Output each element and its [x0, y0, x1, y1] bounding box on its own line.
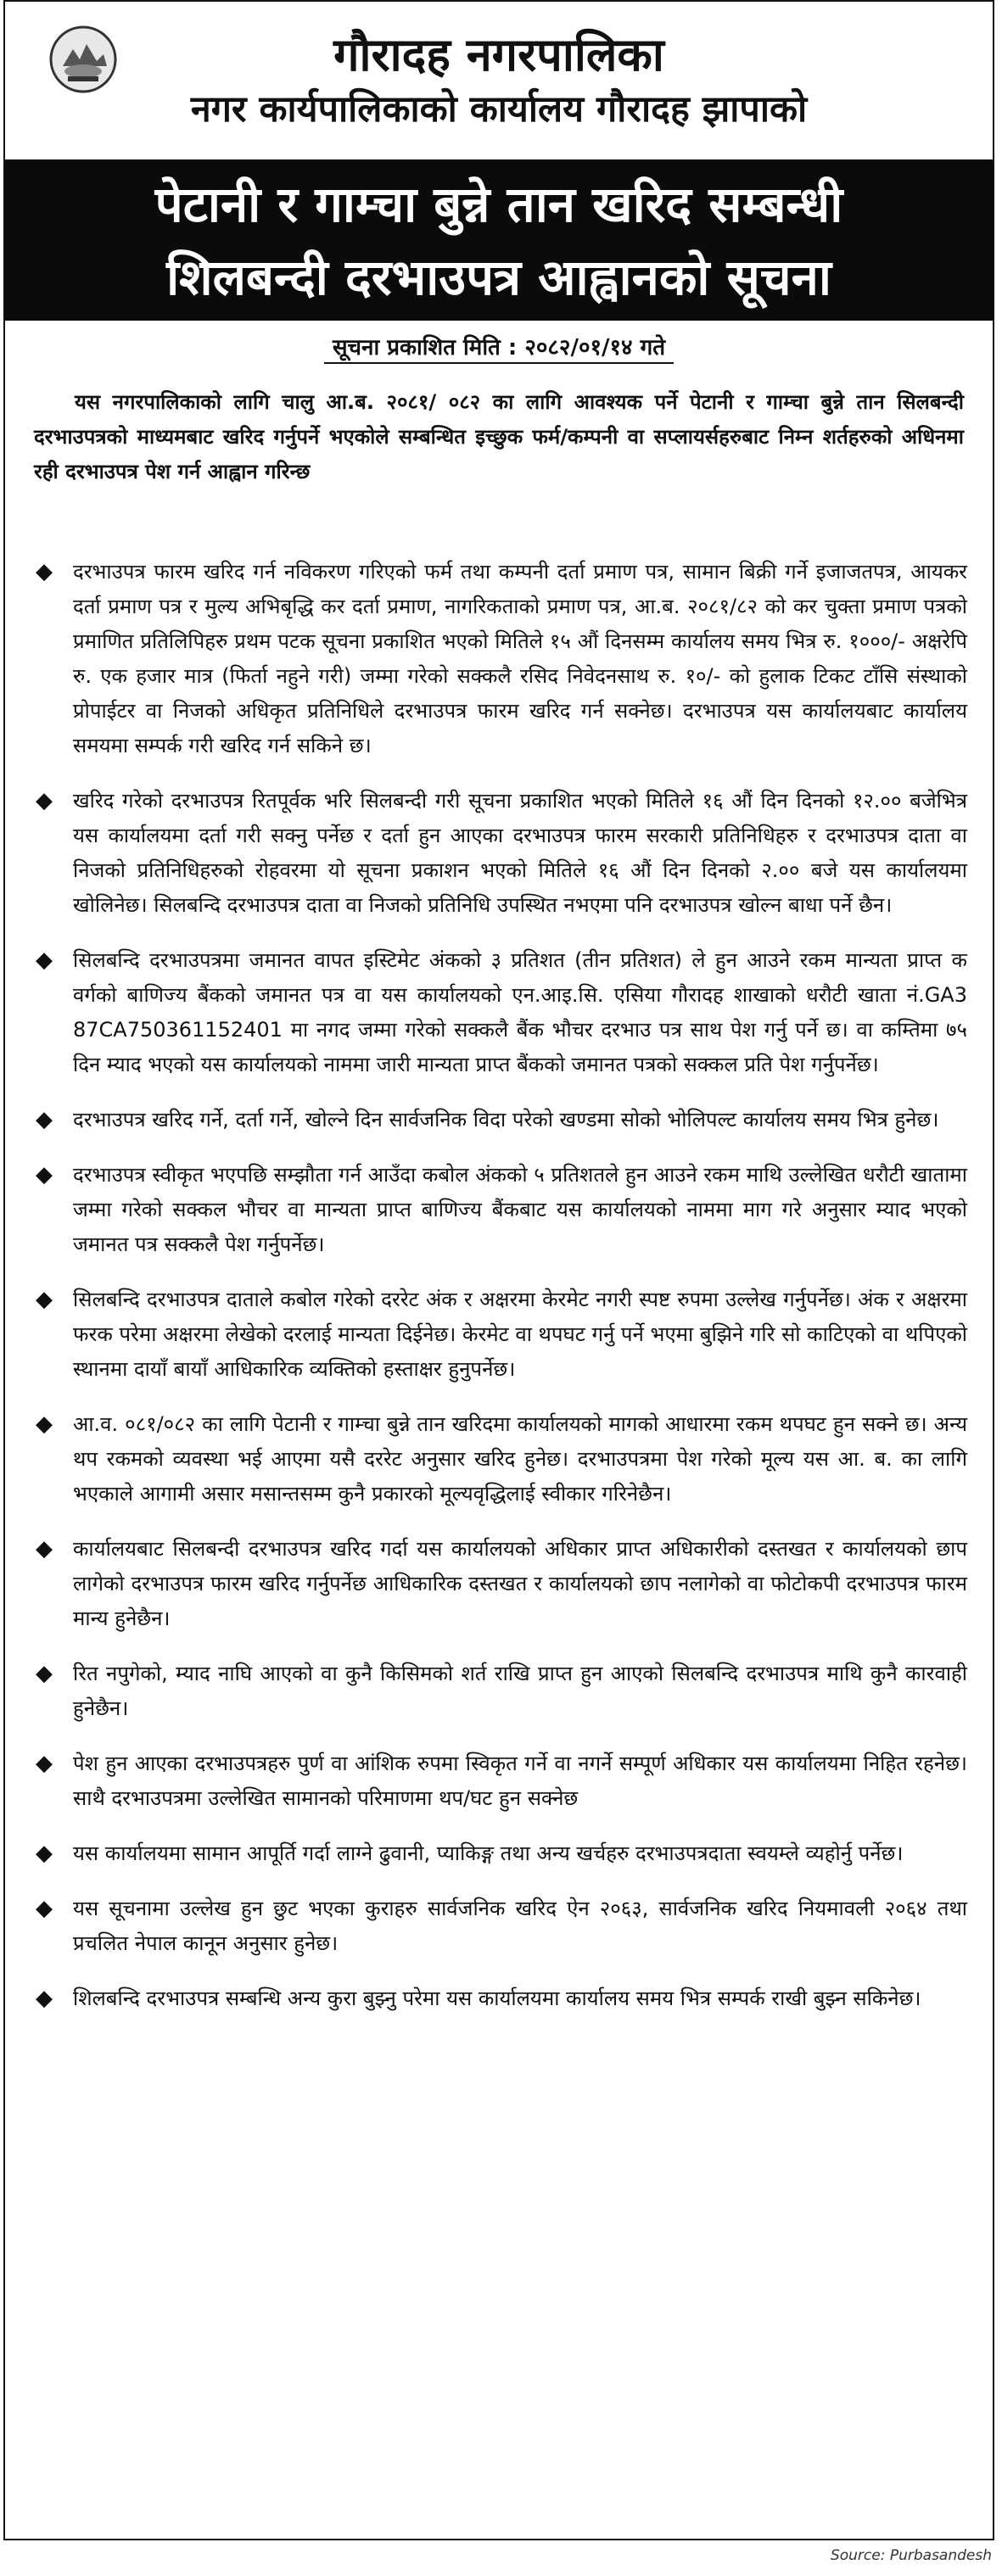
condition-item — [34, 555, 967, 763]
bullet-icon: ◆ — [36, 788, 53, 813]
notice-header — [5, 2, 993, 159]
condition-text: रित नपुगेको, म्याद नाघि आएको वा कुनै किसिमको शर्त राखि प्राप्त हुन आएको सिलबन्दि दरभाउपत्र माथि कुनै कारवाही हुनेछैन। — [73, 1662, 967, 1720]
condition-item — [34, 1282, 967, 1387]
condition-item — [34, 1891, 967, 1961]
nepal-emblem-icon — [48, 24, 119, 95]
title-line-2: शिलबन्दी दरभाउपत्र आह्वानको सूचना — [166, 249, 831, 306]
bullet-icon: ◆ — [36, 1661, 53, 1686]
publish-date — [5, 331, 993, 361]
intro-paragraph: यस नगरपालिकाको लागि चालु आ.ब. २०८१/ ०८२ का लागि आवश्यक पर्ने पेटानी र गाम्चा बुन्ने तान सिलबन्दी दरभाउपत्रको माध्यमबाट खरिद गर्नुपर्ने भएकोले सम्बन्धित इच्छुक फर्म/कम्पनी वा सप्लायर्सहरुबाट निम्न शर्तहरुको अधिनमा रही दरभाउपत्र पेश गर्न आह्वान गरिन्छ — [34, 390, 964, 483]
condition-item — [34, 943, 967, 1082]
notice-frame — [3, 0, 994, 2540]
condition-text: यस सूचनामा उल्लेख हुन छुट भएका कुराहरु सार्वजनिक खरिद ऐन २०६३, सार्वजनिक खरिद नियमावली २०६४ तथा प्रचलित नेपाल कानून अनुसार हुनेछ। — [73, 1897, 967, 1955]
condition-text: पेश हुन आएका दरभाउपत्रहरु पुर्ण वा आंशिक रुपमा स्विकृत गर्ने वा नगर्ने सम्पूर्ण अधिकार यस कार्यालयमा निहित रहनेछ। साथै दरभाउपत्रमा उल्लेखित सामानको परिमाणमा थप/घट हुन सक्नेछ — [73, 1752, 967, 1810]
bullet-icon: ◆ — [36, 1287, 53, 1312]
condition-item — [34, 1407, 967, 1512]
condition-text: सिलबन्दि दरभाउपत्र दाताले कबोल गरेको दररेट अंक र अक्षरमा केरमेट नगरी स्पष्ट रुपमा उल्लेख गर्नुपर्नेछ। अंक र अक्षरमा फरक परेमा अक्षरमा लेखेको दरलाई मान्यता दिईनेछ। केरमेट वा थपघट गर्नु पर्ने भएमा बुझिने गरि सो काटिएको वा थपिएको स्थानमा दायाँ बायाँ आधिकारिक व्यक्तिको हस्ताक्षर हुनुपर्नेछ। — [73, 1288, 967, 1381]
publish-date-text: सूचना प्रकाशित मिति : २०८२/०१/१४ गते — [324, 335, 674, 364]
condition-text: आ.व. ०८१/०८२ का लागि पेटानी र गाम्चा बुन्ने तान खरिदमा कार्यालयको मागको आधारमा रकम थपघट हुन सक्ने छ। अन्य थप रकमको व्यवस्था भई आएमा यसै दररेट अनुसार खरिद हुनेछ। दरभाउपत्रमा पेश गरेको मूल्य यस आ. ब. का लागि भएकाले आगामी असार मसान्तसम्म कुनै प्रकारको मूल्यवृद्धिलाई स्वीकार गरिनेछैन। — [73, 1412, 967, 1506]
org-name: गौरादह नगरपालिका — [333, 28, 664, 81]
office-name: नगर कार्यपालिकाको कार्यालय गौरादह झापाको — [190, 88, 808, 131]
condition-text: कार्यालयबाट सिलबन्दी दरभाउपत्र खरिद गर्दा यस कार्यालयको अधिकार प्राप्त अधिकारीको दस्तखत र कार्यालयको छाप लागेको दरभाउपत्र फारम खरिद गर्नुपर्नेछ आधिकारिक दस्तखत र कार्यालयको छाप नलागेको वा फोटोकपी दरभाउपत्र फारम मान्य हुनेछैन। — [73, 1537, 967, 1630]
condition-item — [34, 1746, 967, 1816]
condition-item — [34, 784, 967, 923]
title-banner — [5, 159, 993, 321]
condition-text: यस कार्यालयमा सामान आपूर्ति गर्दा लाग्ने ढुवानी, प्याकिङ्ग तथा अन्य खर्चहरु दरभाउपत्रदाता स्वयम्ले व्यहोर्नु पर्नेछ। — [73, 1841, 904, 1865]
condition-item — [34, 1657, 967, 1726]
condition-text: दरभाउपत्र खरिद गर्ने, दर्ता गर्ने, खोल्ने दिन सार्वजनिक विदा परेको खण्डमा सोको भोलिपल्ट कार्यालय समय भित्र हुनेछ। — [73, 1108, 939, 1132]
condition-text: दरभाउपत्र स्वीकृत भएपछि सम्झौता गर्न आउँदा कबोल अंकको ५ प्रतिशतले हुन आउने रकम माथि उल्लेखित धरौटी खातामा जम्मा गरेको सक्कल भौचर वा मान्यता प्राप्त बाणिज्य बैंकबाट यस कार्यालयको नाममा माग गरे अनुसार म्याद भएको जमानत पत्र सक्कलै पेश गर्नुपर्नेछ। — [73, 1163, 967, 1256]
bullet-icon: ◆ — [36, 1107, 53, 1132]
conditions-list — [34, 555, 967, 2037]
bullet-icon: ◆ — [36, 1536, 53, 1562]
bullet-icon: ◆ — [36, 947, 53, 973]
bullet-icon: ◆ — [36, 1411, 53, 1437]
condition-item — [34, 1103, 967, 1137]
condition-item — [34, 1981, 967, 2016]
condition-item — [34, 1836, 967, 1871]
bullet-icon: ◆ — [36, 1751, 53, 1776]
bullet-icon: ◆ — [36, 1986, 53, 2011]
bullet-icon: ◆ — [36, 559, 53, 584]
condition-text: सिलबन्दि दरभाउपत्रमा जमानत वापत इस्टिमेट अंकको ३ प्रतिशत (तीन प्रतिशत) ले हुन आउने रकम मान्यता प्राप्त क वर्गको बाणिज्य बैंकको जमानत पत्र वा यस कार्यालयको एन.आइ.सि. एसिया गौरादह शाखाको धरौटी खाता नं.GA3 87CA750361152401 मा नगद जम्मा गरेको सक्कलै बैंक भौचर दरभाउ पत्र साथ पेश गर्नु पर्ने छ। वा कम्तिमा ७५ दिन म्याद भएको यस कार्यालयको नाममा जारी मान्यता प्राप्त बैंकको जमानत पत्रको सक्कल प्रति पेश गर्नुपर्नेछ। — [73, 948, 967, 1076]
bullet-icon: ◆ — [36, 1896, 53, 1921]
bullet-icon: ◆ — [36, 1841, 53, 1866]
title-line-1: पेटानी र गाम्चा बुन्ने तान खरिद सम्बन्धी — [154, 176, 843, 233]
condition-text: खरिद गरेको दरभाउपत्र रितपूर्वक भरि सिलबन्दी गरी सूचना प्रकाशित भएको मितिले १६ औं दिन दिनको १२.०० बजेभित्र यस कार्यालयमा दर्ता गरी सक्नु पर्नेछ र दर्ता हुन आएका दरभाउपत्र फारम सरकारी प्रतिनिधिहरु र दरभाउपत्र दाता वा निजको प्रतिनिधिहरुको रोहवरमा यो सूचना प्रकाशन भएको मितिले १६ औं दिन दिनको २.०० बजे यस कार्यालयमा खोलिनेछ। सिलबन्दि दरभाउपत्र दाता वा निजको प्रतिनिधि उपस्थित नभएमा पनि दरभाउपत्र खोल्न बाधा पर्ने छैन। — [73, 789, 967, 917]
source-credit: Source: Purbasandesh — [830, 2547, 992, 2564]
condition-item — [34, 1532, 967, 1636]
condition-text: दरभाउपत्र फारम खरिद गर्न नविकरण गरिएको फर्म तथा कम्पनी दर्ता प्रमाण पत्र, सामान बिक्री गर्ने इजाजतपत्र, आयकर दर्ता प्रमाण पत्र र मुल्य अभिबृद्धि कर दर्ता प्रमाण, नागरिकताको प्रमाण पत्र, आ.ब. २०८१/८२ को कर चुक्ता प्रमाण पत्रको प्रमाणित प्रतिलिपिहरु प्रथम पटक सूचना प्रकाशित भएको मितिले १५ औं दिनसम्म कार्यालय समय भित्र रु. १०००/- अक्षरेपि रु. एक हजार मात्र (फिर्ता नहुने गरी) जम्मा गरेको सक्कलै रसिद निवेदनसाथ रु. १०/- को हुलाक टिकट टाँसि संस्थाको प्रोपाईटर वा निजको अधिकृत प्रतिनिधिले दरभाउपत्र फारम खरिद गर्न सक्नेछ। दरभाउपत्र यस कार्यालयबाट कार्यालय समयमा सम्पर्क गरी खरिद गर्न सकिने छ। — [73, 560, 967, 757]
condition-item — [34, 1158, 967, 1262]
condition-text: शिलबन्दि दरभाउपत्र सम्बन्धि अन्य कुरा बुझ्नु परेमा यस कार्यालयमा कार्यालय समय भित्र सम्पर्क राखी बुझ्न सकिनेछ। — [73, 1986, 921, 2010]
bullet-icon: ◆ — [36, 1162, 53, 1187]
